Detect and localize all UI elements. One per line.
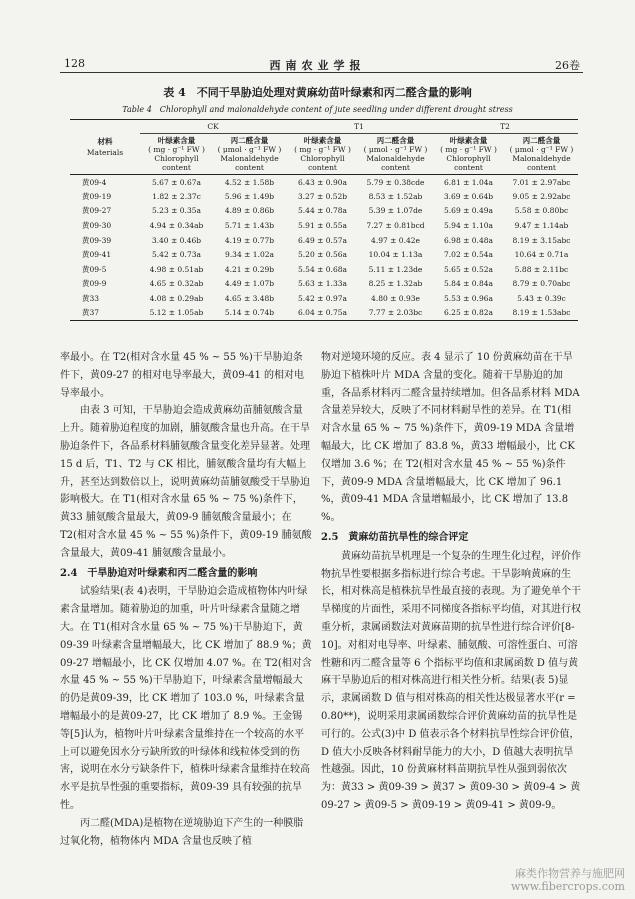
value-cell-ck-chl: 5.12 ± 1.05ab bbox=[140, 306, 213, 321]
chlorophyll-header-line: Chlorophyll content bbox=[154, 154, 199, 172]
value-cell-ck-chl: 1.82 ± 2.37c bbox=[152, 191, 201, 201]
chlorophyll-header-line: Chlorophyll content bbox=[446, 154, 491, 172]
table-row bbox=[70, 189, 578, 204]
right-text-column bbox=[321, 349, 581, 815]
chlorophyll-header bbox=[286, 134, 359, 175]
watermark bbox=[511, 867, 625, 893]
material-cell: 黄09-27 bbox=[82, 206, 112, 216]
value-cell-t2-chl: 5.53 ± 0.96a bbox=[444, 294, 493, 304]
paragraph: 物对逆境环境的反应。表 4 显示了 10 份黄麻幼苗在干旱胁迫下植株叶片 MDA 含量的变化。随着干旱胁迫的加重，各品系材料丙二醛含量持续增加。但各品系材料 MDA 含量差异较大，反映了不同材料耐旱性的差异。在 T1(相对含水量 65 % ~ 75 %)条件下，黄09-19 MDA 含量增幅最大，比 CK 增加了 83.8 %，黄33 增幅最小，比 CK 仅增加 3.6 %；在 T2(相对含水量 45 % ~ 55 %)条件下，黄09-9 MDA 含量增幅最大，比 CK 增加了 96.1 %，黄09-41 MDA 含量增幅最小，比 CK 增加了 13.8 %。 bbox=[321, 352, 580, 524]
table-row bbox=[70, 233, 578, 248]
value-cell-t2-mda: 10.64 ± 0.71a bbox=[514, 250, 569, 260]
table-row bbox=[70, 204, 578, 219]
table-row bbox=[70, 247, 578, 262]
value-cell-t2-chl: 6.98 ± 0.48a bbox=[444, 235, 493, 245]
watermark-url: www.fibercrops.com bbox=[510, 880, 625, 893]
value-cell-t2-mda: 7.01 ± 2.97abc bbox=[512, 177, 571, 187]
value-cell-t1-mda: 8.25 ± 1.32ab bbox=[368, 279, 423, 289]
chlorophyll-header-line: ( mg · g⁻¹ FW ) bbox=[440, 145, 497, 154]
value-cell-t2-chl: 5.94 ± 1.10a bbox=[444, 221, 493, 231]
table-row bbox=[70, 291, 578, 306]
chlorophyll-header-line: ( mg · g⁻¹ FW ) bbox=[294, 145, 351, 154]
value-cell-t2-mda: 8.19 ± 3.15abc bbox=[512, 235, 571, 245]
mda-header-line: 丙二醛含量 bbox=[230, 136, 269, 145]
value-cell-t1-mda: 10.04 ± 1.13a bbox=[368, 250, 423, 260]
mda-header bbox=[505, 134, 578, 175]
value-cell-ck-mda: 4.89 ± 0.86b bbox=[224, 206, 275, 216]
table-row bbox=[70, 306, 578, 321]
material-cell: 黄09-30 bbox=[82, 221, 112, 231]
paragraph: 由表 3 可知，干旱胁迫会造成黄麻幼苗脯氨酸含量上升。随着胁迫程度的加剧，脯氨酸含量也升高。在干旱胁迫条件下，各品系材料脯氨酸含量变化差异显著。处理 15 d 后，T1、T2 与 CK 相比，脯氨酸含量均有大幅上升，甚至达到数倍以上，说明黄麻幼苗脯氨酸受干旱胁迫影响极大。在 T1(相对含水量 65 % ~ 75 %)条件下，黄33 脯氨酸含量最大，黄09-9 脯氨酸含量最小；在 T2(相对含水量 45 % ~ 55 %)条件下，黄09-19 脯氨酸含量最大，黄09-41 脯氨酸含量最小。 bbox=[60, 405, 312, 559]
table-row bbox=[70, 218, 578, 233]
value-cell-ck-mda: 5.14 ± 0.74b bbox=[213, 306, 286, 321]
value-cell-t2-mda: 9.47 ± 1.14ab bbox=[514, 221, 569, 231]
value-cell-t2-mda: 8.19 ± 1.53abc bbox=[505, 306, 578, 321]
journal-title: 西南农业学报 bbox=[269, 59, 366, 72]
mda-header-line: Malonaldehyde bbox=[512, 154, 571, 163]
material-cell: 黄33 bbox=[82, 294, 100, 304]
material-header-cn: 材料 bbox=[97, 137, 113, 146]
mda-header-line: ( μmol · g⁻¹ FW ) bbox=[217, 145, 282, 154]
chlorophyll-header bbox=[432, 134, 505, 175]
section-heading: 2.5 黄麻幼苗抗旱性的综合评定 bbox=[321, 531, 469, 543]
value-cell-t2-chl: 5.69 ± 0.49a bbox=[444, 206, 493, 216]
material-cell: 黄37 bbox=[70, 306, 140, 321]
value-cell-t1-mda: 7.77 ± 2.03bc bbox=[359, 306, 432, 321]
group-header-ck: CK bbox=[140, 120, 286, 134]
value-cell-t1-chl: 5.63 ± 1.33a bbox=[298, 279, 347, 289]
material-cell: 黄09-39 bbox=[82, 235, 112, 245]
value-cell-t1-mda: 5.79 ± 0.38cde bbox=[366, 177, 425, 187]
data-table bbox=[70, 119, 578, 321]
chlorophyll-header-line: ( mg · g⁻¹ FW ) bbox=[148, 145, 205, 154]
value-cell-ck-mda: 4.21 ± 0.29b bbox=[224, 264, 275, 274]
value-cell-t1-chl: 6.43 ± 0.90a bbox=[298, 177, 347, 187]
value-cell-t2-mda: 5.43 ± 0.39c bbox=[517, 294, 566, 304]
value-cell-t2-mda: 5.58 ± 0.80bc bbox=[514, 206, 569, 216]
value-cell-t2-chl: 6.81 ± 1.04a bbox=[444, 177, 493, 187]
value-cell-t2-chl: 3.69 ± 0.64b bbox=[443, 191, 494, 201]
value-cell-ck-mda: 4.52 ± 1.58b bbox=[224, 177, 275, 187]
paragraph: 试验结果(表 4)表明，干旱胁迫会造成植物体内叶绿素含量增加。随着胁迫的加重，叶片叶绿素含量随之增大。在 T1(相对含水量 65 % ~ 75 %)干旱胁迫下，黄09-39 叶绿素含量增幅最大，比 CK 增加了 88.9 %；黄09-27 增幅最小，比 CK 仅增加 4.07 %。在 T2(相对含水量 45 % ~ 55 %)干旱胁迫下，叶绿素含量增幅最大的仍是黄09-39，比 CK 增加了 103.0 %，叶绿素含量增幅最小的是黄09-27，比 CK 增加了 8.9 %。王金锡等[5]认为，植物叶片叶绿素含量维持在一个较高的水平上可以避免因水分亏缺所致的叶绿体和线粒体受到的伤害，说明在水分亏缺条件下，植株叶绿素含量维持在较高水平是抗旱性强的重要指标，黄09-39 具有较强的抗旱性。 bbox=[60, 586, 312, 811]
value-cell-ck-chl: 4.98 ± 0.51ab bbox=[149, 264, 204, 274]
value-cell-t1-chl: 5.42 ± 0.97a bbox=[298, 294, 347, 304]
value-cell-t1-chl: 3.27 ± 0.52b bbox=[297, 191, 348, 201]
value-cell-t1-chl: 5.91 ± 0.55a bbox=[298, 221, 347, 231]
material-cell: 黄09-5 bbox=[82, 264, 107, 274]
page-number: 128 bbox=[64, 57, 85, 70]
mda-header bbox=[359, 134, 432, 175]
material-cell: 黄09-41 bbox=[82, 250, 112, 260]
material-cell: 黄09-4 bbox=[82, 177, 107, 187]
value-cell-ck-chl: 4.08 ± 0.29ab bbox=[149, 294, 204, 304]
value-cell-ck-mda: 4.19 ± 0.77b bbox=[224, 235, 275, 245]
value-cell-t1-chl: 6.04 ± 0.75a bbox=[286, 306, 359, 321]
value-cell-ck-chl: 5.42 ± 0.73a bbox=[152, 250, 201, 260]
value-cell-t2-chl: 7.02 ± 0.54a bbox=[444, 250, 493, 260]
value-cell-t1-chl: 6.49 ± 0.57a bbox=[298, 235, 347, 245]
value-cell-t2-mda: 8.79 ± 0.70abc bbox=[512, 279, 571, 289]
value-cell-t1-mda: 5.39 ± 1.07de bbox=[368, 206, 423, 216]
chlorophyll-header-line: 叶绿素含量 bbox=[449, 136, 488, 145]
value-cell-t1-mda: 8.53 ± 1.52ab bbox=[368, 191, 423, 201]
volume-label: 26卷 bbox=[555, 59, 580, 72]
chlorophyll-header bbox=[140, 134, 213, 175]
value-cell-t1-mda: 4.80 ± 0.93e bbox=[371, 294, 420, 304]
mda-header-line: ( μmol · g⁻¹ FW ) bbox=[509, 145, 574, 154]
watermark-name: 麻类作物营养与施肥网 bbox=[515, 867, 625, 880]
value-cell-t1-mda: 7.27 ± 0.81bcd bbox=[366, 221, 425, 231]
mda-header-line: 丙二醛含量 bbox=[522, 136, 561, 145]
mda-header-line: Malonaldehyde bbox=[220, 154, 279, 163]
value-cell-ck-mda: 5.96 ± 1.49b bbox=[224, 191, 275, 201]
value-cell-ck-mda: 4.65 ± 3.48b bbox=[224, 294, 275, 304]
value-cell-t1-chl: 5.20 ± 0.56a bbox=[298, 250, 347, 260]
paragraph: 丙二醛(MDA)是植物在逆境胁迫下产生的一种膜脂过氧化物，植物体内 MDA 含量也反映了植 bbox=[60, 817, 304, 847]
paragraph: 黄麻幼苗抗旱机理是一个复杂的生理生化过程，评价作物抗旱性要根据多指标进行综合考虑。干旱影响黄麻的生长，相对株高是植株抗旱性最直接的表现。为了避免单个干旱梯度的片面性，采用不同梯度各指标平均值，对其进行权重分析，隶属函数法对黄麻苗期的抗旱性进行综合评价[8-10]。对相对电导率、叶绿素、脯氨酸、可溶性蛋白、可溶性糖和丙二醛含量等 6 个指标平均值和隶属函数 D 值与黄麻干旱胁迫后的相对株高进行相关性分析。结果(表 5)显示，隶属函数 D 值与相对株高的相关性达极显著水平(r = 0.80**)，说明采用隶属函数综合评价黄麻幼苗的抗旱性是可行的。公式(3)中 D 值表示各个材料抗旱性综合评价值，D 值大小反映各材料耐旱能力的大小，D 值越大表明抗旱性越强。因此，10 份黄麻材料苗期抗旱性从强到弱依次为：黄33 > 黄09-39 > 黄37 > 黄09-30 > 黄09-4 > 黄09-27 > 黄09-5 > 黄09-19 > 黄09-41 > 黄09-9。 bbox=[321, 550, 581, 811]
chlorophyll-header-line: 叶绿素含量 bbox=[157, 136, 196, 145]
value-cell-ck-mda: 5.71 ± 1.43b bbox=[224, 221, 275, 231]
value-cell-t2-mda: 9.05 ± 2.92abc bbox=[512, 191, 571, 201]
table-row bbox=[70, 277, 578, 292]
value-cell-ck-mda: 4.49 ± 1.07b bbox=[224, 279, 275, 289]
table-caption-cn: 表 4 不同干旱胁迫处理对黄麻幼苗叶绿素和丙二醛含量的影响 bbox=[163, 86, 472, 99]
material-header-en: Materials bbox=[86, 148, 124, 157]
chlorophyll-header-line: Chlorophyll content bbox=[300, 154, 345, 172]
table-row bbox=[70, 262, 578, 277]
value-cell-t1-mda: 4.97 ± 0.42e bbox=[371, 235, 420, 245]
header-rule bbox=[60, 72, 583, 73]
value-cell-ck-chl: 5.23 ± 0.35a bbox=[152, 206, 201, 216]
mda-header-line: Malonaldehyde bbox=[366, 154, 425, 163]
section-heading: 2.4 干旱胁迫对叶绿素和丙二醛含量的影响 bbox=[60, 567, 258, 579]
value-cell-ck-mda: 9.34 ± 1.02a bbox=[225, 250, 274, 260]
mda-header-line: content bbox=[235, 163, 264, 172]
value-cell-ck-chl: 4.94 ± 0.34ab bbox=[149, 221, 204, 231]
material-header bbox=[70, 120, 140, 175]
left-text-column bbox=[60, 349, 312, 850]
mda-header-line: content bbox=[527, 163, 556, 172]
value-cell-ck-chl: 3.40 ± 0.46b bbox=[151, 235, 202, 245]
paragraph: 率最小。在 T2(相对含水量 45 % ~ 55 %)干旱胁迫条件下，黄09-27 的相对电导率最大，黄09-41 的相对电导率最小。 bbox=[60, 352, 305, 399]
material-cell: 黄09-19 bbox=[82, 191, 112, 201]
material-cell: 黄09-9 bbox=[82, 279, 107, 289]
value-cell-t1-chl: 5.44 ± 0.78a bbox=[298, 206, 347, 216]
value-cell-t2-chl: 5.84 ± 0.84a bbox=[444, 279, 493, 289]
value-cell-t1-mda: 5.11 ± 1.23de bbox=[368, 264, 423, 274]
mda-header bbox=[213, 134, 286, 175]
value-cell-ck-chl: 5.67 ± 0.67a bbox=[152, 177, 201, 187]
table-row bbox=[70, 175, 578, 190]
mda-header-line: 丙二醛含量 bbox=[376, 136, 415, 145]
chlorophyll-header-line: 叶绿素含量 bbox=[303, 136, 342, 145]
mda-header-line: ( μmol · g⁻¹ FW ) bbox=[363, 145, 428, 154]
value-cell-ck-chl: 4.65 ± 0.32ab bbox=[149, 279, 204, 289]
value-cell-t2-chl: 6.25 ± 0.82a bbox=[432, 306, 505, 321]
table-caption-en: Table 4 Chlorophyll and malonaldehyde content of jute seedling under different drought stress bbox=[122, 105, 513, 114]
value-cell-t2-chl: 5.65 ± 0.52a bbox=[444, 264, 493, 274]
group-header-t1: T1 bbox=[286, 120, 432, 134]
value-cell-t2-mda: 5.88 ± 2.11bc bbox=[514, 264, 569, 274]
group-header-t2: T2 bbox=[432, 120, 578, 134]
mda-header-line: content bbox=[381, 163, 410, 172]
value-cell-t1-chl: 5.54 ± 0.68a bbox=[298, 264, 347, 274]
